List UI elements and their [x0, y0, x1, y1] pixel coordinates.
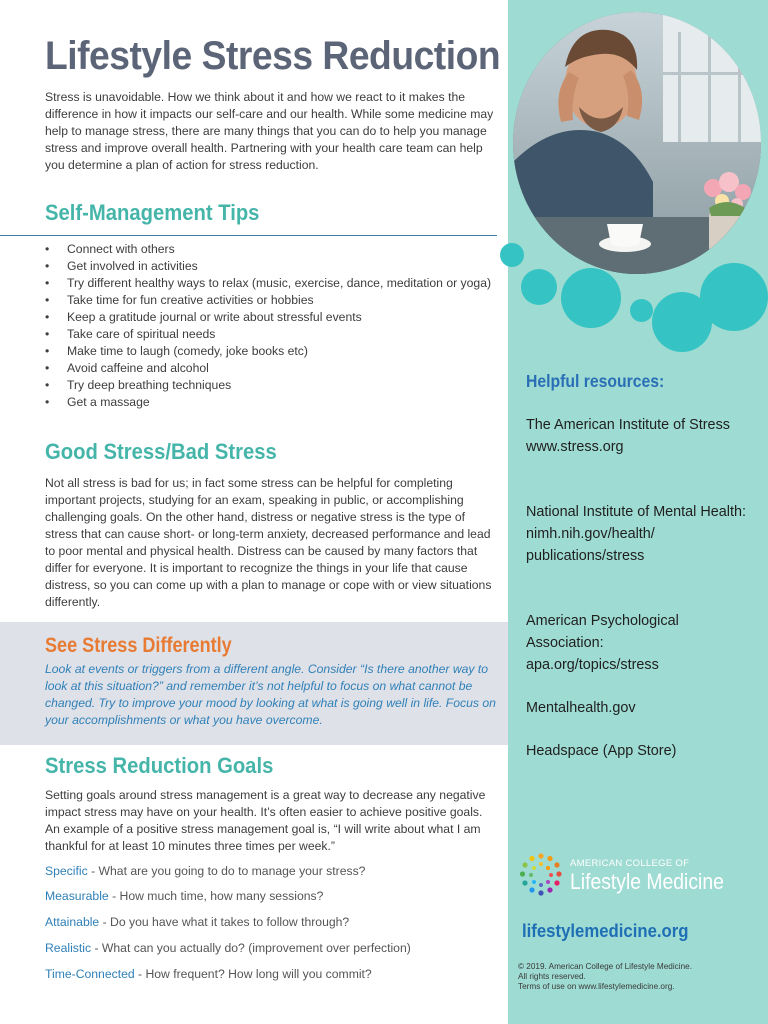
see-differently-heading: See Stress Differently	[45, 634, 232, 657]
tips-list	[45, 241, 497, 411]
decorative-circle	[700, 263, 768, 331]
resource-item: Headspace (App Store)	[526, 743, 677, 759]
list-item: • Avoid caffeine and alcohol	[45, 360, 497, 377]
resource-link[interactable]: nimh.nih.gov/health/ publications/stress	[526, 525, 655, 564]
smart-attainable: Attainable - Do you have what it takes to follow through?	[45, 915, 350, 929]
goals-heading: Stress Reduction Goals	[45, 753, 274, 778]
resource-link[interactable]: Mentalhealth.gov	[526, 700, 636, 716]
smart-time-connected: Time-Connected - How frequent? How long will you commit?	[45, 967, 372, 981]
section-divider	[0, 235, 497, 236]
stressed-man-photo	[513, 12, 761, 274]
list-item: • Try different healthy ways to relax (music, exercise, dance, meditation or yoga)	[45, 275, 497, 292]
acolm-logo-icon	[516, 850, 566, 900]
smart-specific: Specific - What are you going to do to manage your stress?	[45, 864, 366, 878]
list-item: • Get involved in activities	[45, 258, 497, 275]
see-differently-callout	[0, 622, 508, 745]
see-differently-paragraph: Look at events or triggers from a different angle. Consider “Is there another way to look at this situation?” and remember it’s not helpful to focus on what cannot be changed. Try to improve your mood by looking at what is going well in life. Focus on your accomplishments or what you have overcome.	[45, 662, 496, 727]
resource-item	[526, 698, 761, 720]
resource-link[interactable]: apa.org/topics/stress	[526, 656, 659, 673]
page-title: Lifestyle Stress Reduction	[45, 34, 501, 78]
logo-wordmark: Lifestyle Medicine	[570, 869, 724, 894]
resource-item: The American Institute of Stress www.stress.org	[526, 415, 761, 459]
good-bad-stress-heading: Good Stress/Bad Stress	[45, 439, 277, 464]
list-item: • Get a massage	[45, 394, 497, 411]
intro-paragraph: Stress is unavoidable. How we think about it and how we react to it makes the difference in how it impacts our self-care and our health. While some medicine may help to manage stress, there are many things that you can do to help you manage stress and improve overall health. Partnering with your health care team can help you determine a plan of action for stress reduction.	[45, 90, 494, 172]
resource-link[interactable]: www.stress.org	[526, 438, 624, 455]
list-item: • Make time to laugh (comedy, joke books etc)	[45, 343, 497, 360]
copyright-notice: © 2019. American College of Lifestyle Medicine. All rights reserved. Terms of use on www.lifestylemedicine.org.	[518, 962, 692, 991]
list-item: • Connect with others	[45, 241, 497, 258]
decorative-circle	[630, 299, 653, 322]
resource-item: American Psychological Association: apa.org/topics/stress	[526, 611, 761, 676]
goals-paragraph: Setting goals around stress management is a great way to decrease any negative impact stress may have on your health. It’s often easier to achieve positive goals. An example of a positive stress management goal is, “I will write about what I am thankful for at least 10 minutes three times per week.”	[45, 788, 486, 853]
sidebar	[508, 0, 768, 1024]
decorative-circle	[521, 269, 557, 305]
resources-heading: Helpful resources:	[526, 371, 665, 391]
list-item: • Try deep breathing techniques	[45, 377, 497, 394]
decorative-circle	[561, 268, 621, 328]
list-item: • Keep a gratitude journal or write about stressful events	[45, 309, 497, 326]
list-item: • Take care of spiritual needs	[45, 326, 497, 343]
smart-realistic: Realistic - What can you actually do? (improvement over perfection)	[45, 941, 411, 955]
list-item: • Take time for fun creative activities or hobbies	[45, 292, 497, 309]
self-management-heading: Self-Management Tips	[45, 200, 260, 225]
logo-tagline: AMERICAN COLLEGE OF	[570, 858, 690, 869]
resource-item: National Institute of Mental Health: nimh.nih.gov/health/ publications/stress	[526, 502, 761, 567]
smart-measurable: Measurable - How much time, how many sessions?	[45, 889, 324, 903]
website-link[interactable]: lifestylemedicine.org	[522, 921, 689, 941]
good-bad-stress-paragraph: Not all stress is bad for us; in fact some stress can be helpful for completing important projects, studying for an exam, speaking in public, or accomplishing challenging goals. On the other hand, distress or negative stress is the type of stress that can cause short- or long-term anxiety, decreased performance and lead to poor mental and physical health. Distress can be caused by many factors that differ for everyone. It is important to recognize the things in your life that cause distress, so you can come up with a plan to manage or cope with or view situations differently.	[45, 476, 492, 609]
decorative-circle	[500, 243, 524, 267]
